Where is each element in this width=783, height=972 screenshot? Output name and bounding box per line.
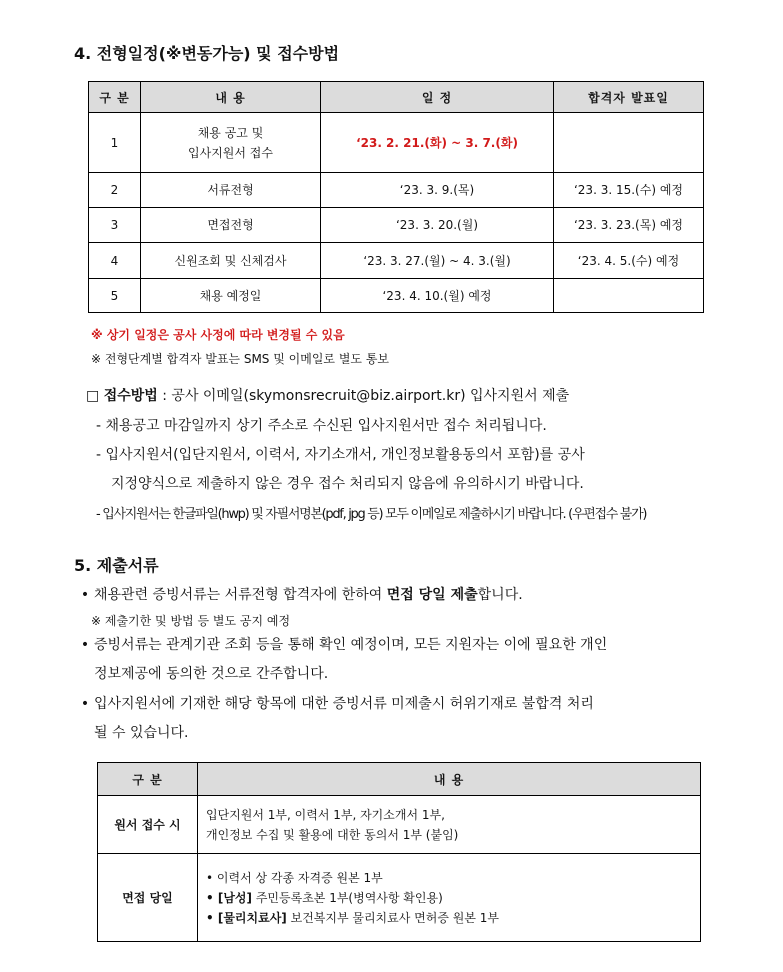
row-schedule: ‘23. 2. 21.(화) ~ 3. 7.(화) [321,113,554,173]
row-content-line: 개인정보 수집 및 활용에 대한 동의서 1부 (붙임) [206,827,459,842]
method-item: - 채용공고 마감일까지 상기 주소로 수신된 입사지원서만 접수 처리됩니다. [96,418,547,434]
bullet-icon: • [80,696,90,712]
row-content-line: 채용 공고 및 [197,125,264,140]
row-announce: ‘23. 3. 23.(목) 예정 [554,208,704,243]
row-content-line [206,908,700,928]
row-head: 면접 당일 [98,854,198,942]
row-number: 2 [89,173,141,208]
row-number: 3 [89,208,141,243]
header-division: 구 분 [89,82,141,113]
row-content [198,796,701,854]
row-content: 면접전형 [141,208,321,243]
paragraph [76,692,594,717]
table-row [89,173,704,208]
row-schedule: ‘23. 3. 20.(월) [321,208,554,243]
row-announce [554,279,704,313]
row-announce: ‘23. 3. 15.(수) 예정 [554,173,704,208]
row-content-text: 주민등록초본 1부(병역사항 확인용) [252,890,443,905]
paragraph-text: 합니다. [477,587,523,603]
paragraph-text: 입사지원서에 기재한 해당 항목에 대한 증빙서류 미제출시 허위기재로 불합격 처리 [94,696,594,712]
row-schedule: ‘23. 4. 10.(월) 예정 [321,279,554,313]
paragraph-continued: 정보제공에 동의한 것으로 간주합니다. [94,666,329,682]
method-line [86,384,569,409]
header-division: 구 분 [98,763,198,796]
paragraph-text: 채용관련 증빙서류는 서류전형 합격자에 한하여 [94,587,387,603]
row-content-line: • 이력서 상 각종 자격증 원본 1부 [206,870,383,885]
table-row [89,279,704,313]
method-item: - 입사지원서(입단지원서, 이력서, 자기소개서, 개인정보활용동의서 포함)를 공사 [96,447,585,463]
paragraph [76,633,607,658]
row-schedule: ‘23. 3. 27.(월) ~ 4. 3.(월) [321,243,554,279]
method-label: 접수방법 [103,388,158,404]
table-row [89,113,704,173]
note-schedule-change: ※ 상기 일정은 공사 사정에 따라 변경될 수 있음 [91,328,345,342]
row-content-line: 입단지원서 1부, 이력서 1부, 자기소개서 1부, [206,807,445,822]
bullet-icon: • [80,637,90,653]
note-submission: ※ 제출기한 및 방법 등 별도 공지 예정 [91,614,291,628]
row-number: 4 [89,243,141,279]
row-content [141,113,321,173]
paragraph-continued: 될 수 있습니다. [94,725,189,741]
paragraph [76,583,523,608]
paragraph-emphasis: 면접 당일 제출 [386,587,478,603]
schedule-table-header [89,82,704,113]
method-text: : 공사 이메일(skymonsrecruit@biz.airport.kr) 입사지원서 제출 [157,388,570,404]
paragraph-text: 증빙서류는 관계기관 조회 등을 통해 확인 예정이며, 모든 지원자는 이에 필요한 개인 [94,637,608,653]
row-content [198,854,701,942]
row-schedule: ‘23. 3. 9.(목) [321,173,554,208]
method-item: - 입사지원서는 한글파일(hwp) 및 자필서명본(pdf, jpg 등) 모두 이메일로 제출하시기 바랍니다. (우편접수 불가) [96,507,647,522]
bullet-icon: • [80,587,90,603]
header-content: 내 용 [198,763,701,796]
method-item-continued: 지정양식으로 제출하지 않은 경우 접수 처리되지 않음에 유의하시기 바랍니다. [111,476,584,492]
documents-table-header [98,763,701,796]
documents-table [97,762,701,942]
row-head: 원서 접수 시 [98,796,198,854]
table-row [98,854,701,942]
row-content-line: 입사지원서 접수 [188,145,273,160]
table-row [89,208,704,243]
row-content-text: 보건복지부 물리치료사 면허증 원본 1부 [286,910,499,925]
row-content: 채용 예정일 [141,279,321,313]
row-content-line [206,888,700,908]
row-content: 서류전형 [141,173,321,208]
table-row [98,796,701,854]
section5-title: 5. 제출서류 [74,556,159,575]
row-content-emphasis: • [남성] [206,890,253,905]
row-announce: ‘23. 4. 5.(수) 예정 [554,243,704,279]
table-row [89,243,704,279]
checkbox-square-icon: □ [86,388,100,404]
row-number: 5 [89,279,141,313]
header-announce: 합격자 발표일 [554,82,704,113]
row-number: 1 [89,113,141,173]
row-announce [554,113,704,173]
row-content-emphasis: • [물리치료사] [206,910,287,925]
note-result-notice: ※ 전형단계별 합격자 발표는 SMS 및 이메일로 별도 통보 [91,352,389,366]
row-content: 신원조회 및 신체검사 [141,243,321,279]
header-schedule: 일 정 [321,82,554,113]
schedule-table [88,81,704,313]
header-content: 내 용 [141,82,321,113]
section4-title: 4. 전형일정(※변동가능) 및 접수방법 [74,44,340,63]
